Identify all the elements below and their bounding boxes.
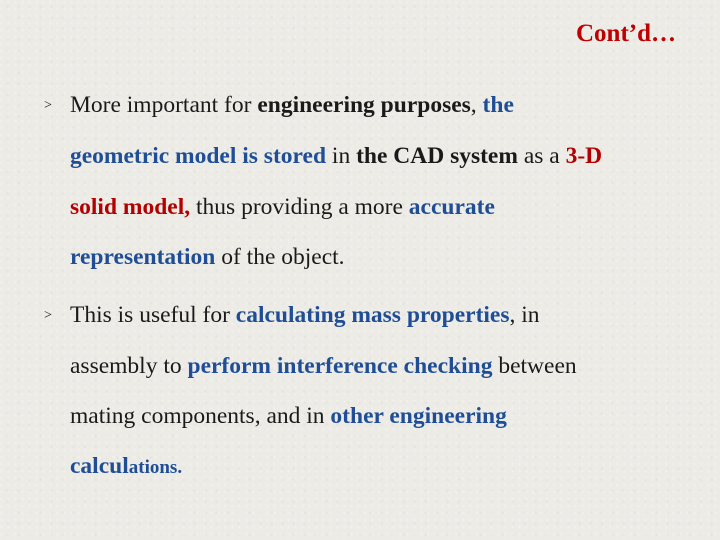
emphasis-cad-system: the CAD system (356, 143, 518, 169)
emphasis-interference-checking: perform interference checking (187, 353, 493, 379)
bullet2-line1 (70, 304, 540, 328)
bullet2-line2 (70, 355, 577, 379)
bullet-marker-2: > (44, 308, 52, 323)
emphasis-solid-model: solid model, (70, 194, 191, 220)
bullet1-line2 (70, 145, 602, 169)
emphasis-representation: representation (70, 244, 216, 270)
emphasis-geometric-model: geometric model is stored (70, 143, 327, 169)
emphasis-accurate: accurate (408, 194, 495, 220)
emphasis-mass-properties: calculating mass properties (235, 302, 510, 328)
text-run: , in (509, 302, 540, 328)
text-run: of the object. (215, 244, 345, 270)
text-run: More important for (70, 92, 258, 118)
slide-title: Cont’d… (575, 20, 676, 47)
bullet-marker-1: > (44, 98, 52, 113)
text-run: as a (517, 143, 566, 169)
bullet2-line4 (70, 455, 182, 479)
emphasis-other-engineering: other engineering (330, 403, 507, 429)
emphasis-ations: ations. (128, 457, 183, 478)
text-run: between (492, 353, 577, 379)
bullet1-line3 (70, 196, 495, 220)
bullet1-line1 (70, 94, 514, 118)
text-run: , (470, 92, 483, 118)
text-run: assembly to (70, 353, 188, 379)
text-run: This is useful for (70, 302, 236, 328)
bullet1-line4 (70, 246, 345, 270)
bullet2-line3 (70, 405, 507, 429)
text-run: in (326, 143, 357, 169)
emphasis-3d: 3-D (565, 143, 603, 169)
emphasis-engineering-purposes: engineering purposes (257, 92, 471, 118)
emphasis-calcul: calcul (70, 453, 129, 479)
emphasis-the: the (482, 92, 514, 118)
text-run: thus providing a more (190, 194, 409, 220)
text-run: mating components, and in (70, 403, 331, 429)
